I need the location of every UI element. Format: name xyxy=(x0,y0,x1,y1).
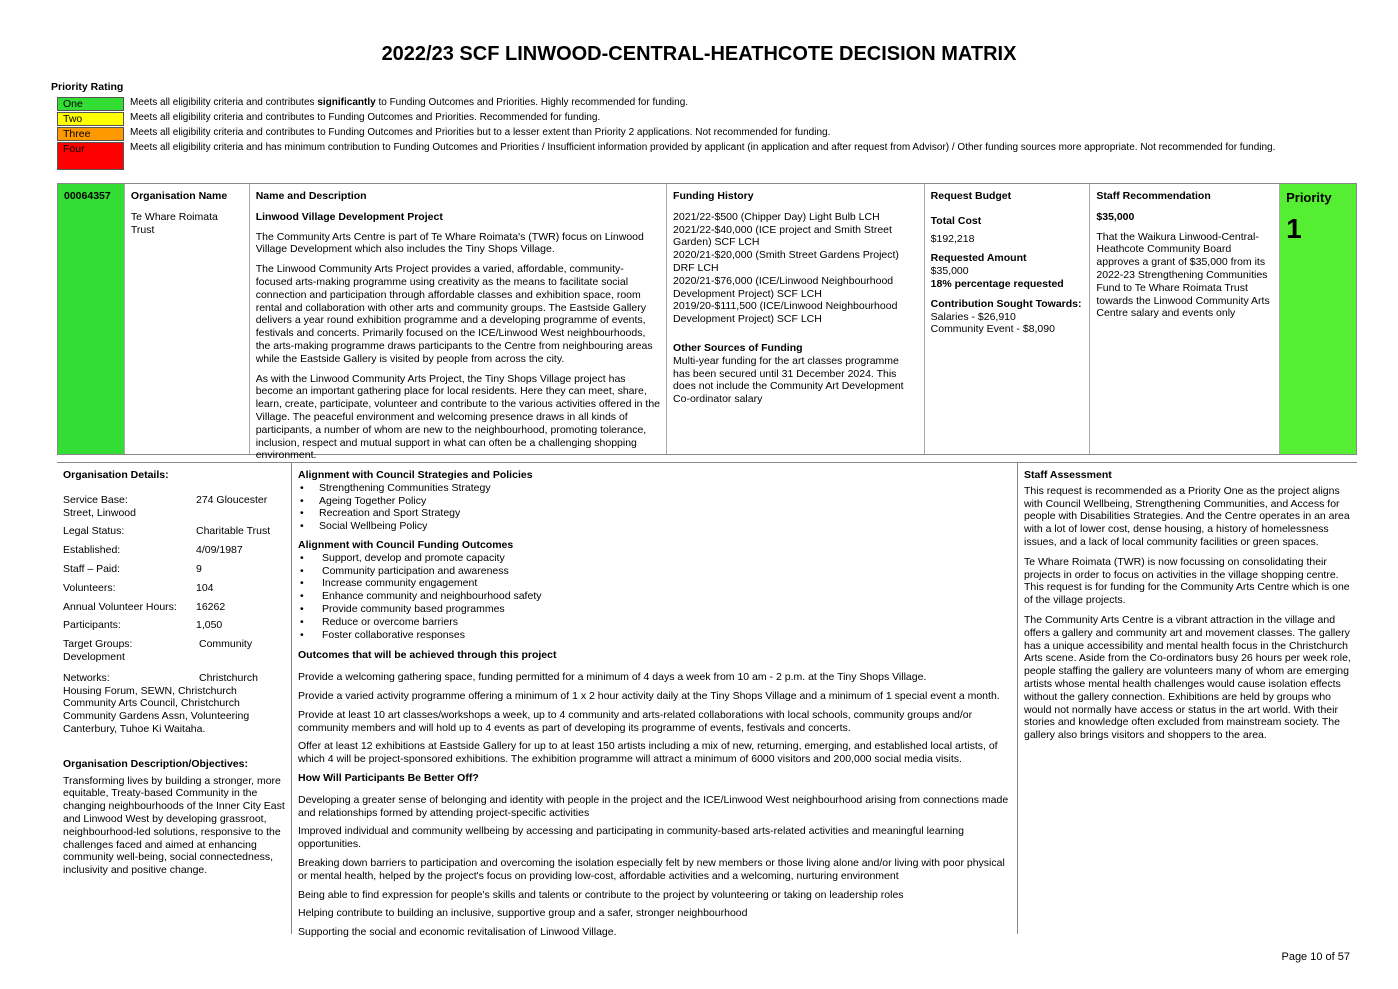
staff-assessment-para: Te Whare Roimata (TWR) is now focussing on consolidating their projects in order to focus on activities in the village shopping centre. This request is for funding for the Community Arts Centre which is one of the village projects. xyxy=(1024,555,1350,607)
organisation-details xyxy=(57,463,291,934)
list-item: • Support, develop and promote capacity xyxy=(298,552,1011,565)
detail-row: Established: 4/09/1987 xyxy=(63,544,243,557)
list-item: • Enhance community and neighbourhood safety xyxy=(298,590,1011,603)
legend-swatch-two: Two xyxy=(57,112,124,126)
details-section xyxy=(57,462,1357,939)
alignment-section xyxy=(291,463,1018,939)
requested-value: $35,000 xyxy=(930,265,969,278)
other-sources-header: Other Sources of Funding xyxy=(673,341,803,354)
org-desc-text: Transforming lives by building a stronger, more equitable, Treaty-based Community in the changing neighbourhoods of the Inner City East and Linwood West by developing grassroot, neighbourhood-led solutions, responsive to the challenges faced and aimed at enhancing community well-being, social connectedness, inclusivity and positive change. xyxy=(63,774,285,877)
contribution-line: Salaries - $26,910 xyxy=(930,310,1016,323)
funding-item: 2019/20-$111,500 (ICE/Linwood Neighbourhood Development Project) SCF LCH xyxy=(673,300,898,326)
legend-swatch-one: One xyxy=(57,97,124,111)
better-off-item: Helping contribute to building an inclusive, supportive group and a safer, stronger neighbourhood xyxy=(298,907,748,920)
description-column xyxy=(250,184,667,462)
target-groups-label: Target Groups: xyxy=(63,638,133,651)
legend-swatch-three: Three xyxy=(57,127,124,141)
funding-item: 2021/22-$40,000 (ICE project and Smith Street Garden) SCF LCH xyxy=(673,223,892,249)
achieved-header: Outcomes that will be achieved through this project xyxy=(298,649,557,662)
list-item: • Foster collaborative responses xyxy=(298,629,1011,642)
budget-column xyxy=(925,184,1091,454)
better-off-item: Supporting the social and economic revitalisation of Linwood Village. xyxy=(298,926,617,939)
priority-rating-label: Priority Rating xyxy=(51,81,124,93)
list-item: • Increase community engagement xyxy=(298,577,1011,590)
strategies-header: Alignment with Council Strategies and Policies xyxy=(298,469,533,481)
page-title: 2022/23 SCF LINWOOD-CENTRAL-HEATHCOTE DECISION MATRIX xyxy=(381,43,1017,65)
priority-value: 1 xyxy=(1286,212,1302,244)
legend-text-two: Meets all eligibility criteria and contributes to Funding Outcomes and Priorities. Recommended for funding. xyxy=(130,112,601,123)
total-cost-label: Total Cost xyxy=(930,214,982,227)
organisation-column xyxy=(125,184,250,454)
staff-assessment-para: This request is recommended as a Priority One as the project aligns with Council Wellbeing, Strengthening Communities, and Access for people with Disabilities Strategies. And the Centre operates in an area with a lot of lower cost, dense housing, a history of homelessness issues, and a lack of local community facilities or green spaces. xyxy=(1024,484,1350,548)
staff-rec-text: That the Waikura Linwood-Central-Heathcote Community Board approves a grant of $35,000 from its 2022-23 Strengthening Communities Fund to Te Whare Roimata Trust towards the Linwood Community Arts Centre salary and events only xyxy=(1096,230,1270,320)
outcomes-list xyxy=(298,552,1011,642)
list-item: • Provide community based programmes xyxy=(298,603,1011,616)
legend-row-four xyxy=(57,142,1317,170)
outcomes-header: Alignment with Council Funding Outcomes xyxy=(298,538,514,551)
better-off-header: How Will Participants Be Better Off? xyxy=(298,771,479,784)
service-base-value: 274 Gloucester xyxy=(196,493,268,506)
requested-label: Requested Amount xyxy=(930,252,1027,265)
legend-row-one xyxy=(57,97,1317,111)
networks-value: Christchurch xyxy=(199,671,258,684)
target-groups-value: Community xyxy=(199,638,253,651)
application-id: 00064357 xyxy=(58,184,125,454)
legend-row-two xyxy=(57,112,1317,126)
priority-column xyxy=(1280,184,1356,454)
funding-item: 2020/21-$20,000 (Smith Street Gardens Project) DRF LCH xyxy=(673,249,899,274)
legend-row-three xyxy=(57,127,1317,141)
target-groups-cont: Development xyxy=(63,650,125,663)
list-item: • Strengthening Communities Strategy xyxy=(298,482,1011,495)
other-sources-text: Multi-year funding for the art classes programme has been secured until 31 December 2024. This does not include the Community Art Development Co-ordinator salary xyxy=(673,354,904,406)
project-name: Linwood Village Development Project xyxy=(255,210,443,223)
networks-cont: Housing Forum, SEWN, Christchurch Community Arts Council, Christchurch Community Gardens Assn, Volunteering Canterbury, Tuhoe Ki Waitaha. xyxy=(63,684,250,735)
networks-label: Networks: xyxy=(63,671,110,684)
legend-text-one: Meets all eligibility criteria and contributes significantly to Funding Outcomes and Priorities. Highly recommended for funding. xyxy=(130,97,689,108)
list-item: • Reduce or overcome barriers xyxy=(298,616,1011,629)
staff-rec-header: Staff Recommendation xyxy=(1096,190,1211,202)
desc-para: As with the Linwood Community Arts Project, the Tiny Shops Village project has become an important gathering place for local residents. Here they can meet, share, learn, create, participate, volunteer and contribute to the various activities offered in the Village. The peaceful environment and welcoming presence draws in all kinds of participants, a number of whom are new to the neighbourhood, promoting tolerance, inclusion, respect and mutual support in what can often be a challenging shopping environment. xyxy=(255,372,661,462)
funding-header: Funding History xyxy=(673,190,754,202)
contribution-line: Community Event - $8,090 xyxy=(930,323,1055,336)
detail-row: Volunteers: 104 xyxy=(63,581,214,594)
page-number: Page 10 of 57 xyxy=(1281,951,1350,963)
staff-assessment-para: The Community Arts Centre is a vibrant attraction in the village and offers a gallery and community art and movement classes. The gallery has a unique accessibility and mental health focus in the Christchurch Arts scene. Aside from the Co-ordinators busy 26 hours per week role, people staffing the gallery are volunteers many of whom are emerging artists whose mental health challenges would cause isolation effects without the gallery connection. Exhibitions are held by groups who would not normally have access or status in the art world. With their stories and knowledge often excluded from mainstream society. The gallery also brings visitors and shoppers to the area. xyxy=(1024,613,1351,742)
detail-row: Staff – Paid: 9 xyxy=(63,562,202,575)
networks-row xyxy=(63,672,285,736)
priority-header: Priority xyxy=(1286,190,1332,205)
list-item: • Community participation and awareness xyxy=(298,565,1011,578)
desc-para: The Community Arts Centre is part of Te Whare Roimata's (TWR) focus on Linwood Village Development which also includes the Tiny Shops Village. xyxy=(255,230,644,256)
requested-percentage: 18% percentage requested xyxy=(930,277,1064,290)
funding-item: 2021/22-$500 (Chipper Day) Light Bulb LCH xyxy=(673,210,880,223)
list-item: • Social Wellbeing Policy xyxy=(298,520,1011,533)
legend-swatch-four: Four xyxy=(57,142,124,170)
total-cost-value: $192,218 xyxy=(930,232,975,245)
achieved-item: Offer at least 12 exhibitions at Eastside Gallery for up to at least 150 artists including a mix of new, returning, emerging, and established local artists, of which 4 will be project-sponsored exhibitions. The exhibition programme will attract a minimum of 6000 visitors and 200,000 social media visits. xyxy=(298,740,998,766)
legend-text-three: Meets all eligibility criteria and contributes to Funding Outcomes and Priorities but to a lesser extent than Priority 2 applications. Not recommended for funding. xyxy=(130,127,831,138)
detail-row: Participants: 1,050 xyxy=(63,619,223,632)
achieved-item: Provide a welcoming gathering space, funding permitted for a minimum of 4 days a week from 10 am - 2 p.m. at the Tiny Shops Village. xyxy=(298,671,927,684)
detail-row: Annual Volunteer Hours: 16262 xyxy=(63,600,226,613)
achieved-item: Provide a varied activity programme offering a minimum of 1 x 2 hour activity daily at the Tiny Shops Village and a minimum of 1 special event a month. xyxy=(298,689,1000,702)
funding-item: 2020/21-$76,000 (ICE/Linwood Neighbourhood Development Project) SCF LCH xyxy=(673,274,894,300)
desc-para: The Linwood Community Arts Project provides a varied, affordable, community-focused arts-making programme using creativity as the means to facilitate social connection and participation through affordable classes and exhibition space, room rental and collaboration with other arts and community groups. The Eastside Gallery delivers a year round exhibition programme and a developing programme of events, festivals and concerts. Primarily focused on the ICE/Linwood West neighbourhoods, the arts-making programme draws participants to the Centre from neighbouring areas while the Eastside Gallery is visited by people from across the city. xyxy=(255,263,653,365)
staff-rec-amount: $35,000 xyxy=(1096,210,1135,223)
org-name-header: Organisation Name xyxy=(130,190,228,202)
staff-recommendation-column xyxy=(1090,184,1280,454)
legend-text-four: Meets all eligibility criteria and has minimum contribution to Funding Outcomes and Priorities / Insufficient information provided by applicant (in application and after request from Advisor) / Other funding sources more appropriate. Not recommended for funding. xyxy=(130,142,1276,153)
org-name: Te Whare Roimata Trust xyxy=(130,210,218,236)
org-details-header: Organisation Details: xyxy=(63,469,169,481)
contribution-label: Contribution Sought Towards: xyxy=(930,297,1082,310)
better-off-item: Breaking down barriers to participation and overcoming the isolation especially felt by new members or those living alone and/or living with poor physical or mental health, helped by the project's focus on providing low-cost, affordable activities and a welcoming, nurturing environment xyxy=(298,856,1005,882)
achieved-item: Provide at least 10 art classes/workshops a week, up to 4 community and arts-related collaborations with local schools, community groups and/or community members and will hold up to 4 events as part of developing its programme of events, festivals and concerts. xyxy=(298,708,973,734)
better-off-item: Developing a greater sense of belonging and identity with people in the project and the ICE/Linwood West neighbourhood arising from connections made and relationships formed by attending project-specific activities xyxy=(298,793,1009,819)
funding-history-column xyxy=(667,184,925,454)
service-base-cont: Street, Linwood xyxy=(63,506,136,519)
priority-legend xyxy=(57,97,1317,171)
service-base-row xyxy=(63,494,285,520)
desc-header: Name and Description xyxy=(255,190,367,202)
better-off-item: Being able to find expression for people's skills and talents or contribute to the project by volunteering or taking on leadership roles xyxy=(298,888,904,901)
org-desc-header: Organisation Description/Objectives: xyxy=(63,757,248,770)
budget-header: Request Budget xyxy=(930,190,1012,202)
detail-row: Legal Status: Charitable Trust xyxy=(63,525,271,538)
decision-matrix-row xyxy=(57,183,1357,462)
service-base-label: Service Base: xyxy=(63,493,128,506)
strategies-list xyxy=(298,482,1011,533)
list-item: • Ageing Together Policy xyxy=(298,495,1011,508)
list-item: • Recreation and Sport Strategy xyxy=(298,507,1011,520)
better-off-item: Improved individual and community wellbeing by accessing and participating in community-based arts-related activities and meaningful learning opportunities. xyxy=(298,825,964,851)
staff-assessment xyxy=(1018,463,1357,934)
staff-assessment-header: Staff Assessment xyxy=(1024,469,1112,481)
target-groups-row xyxy=(63,638,285,664)
